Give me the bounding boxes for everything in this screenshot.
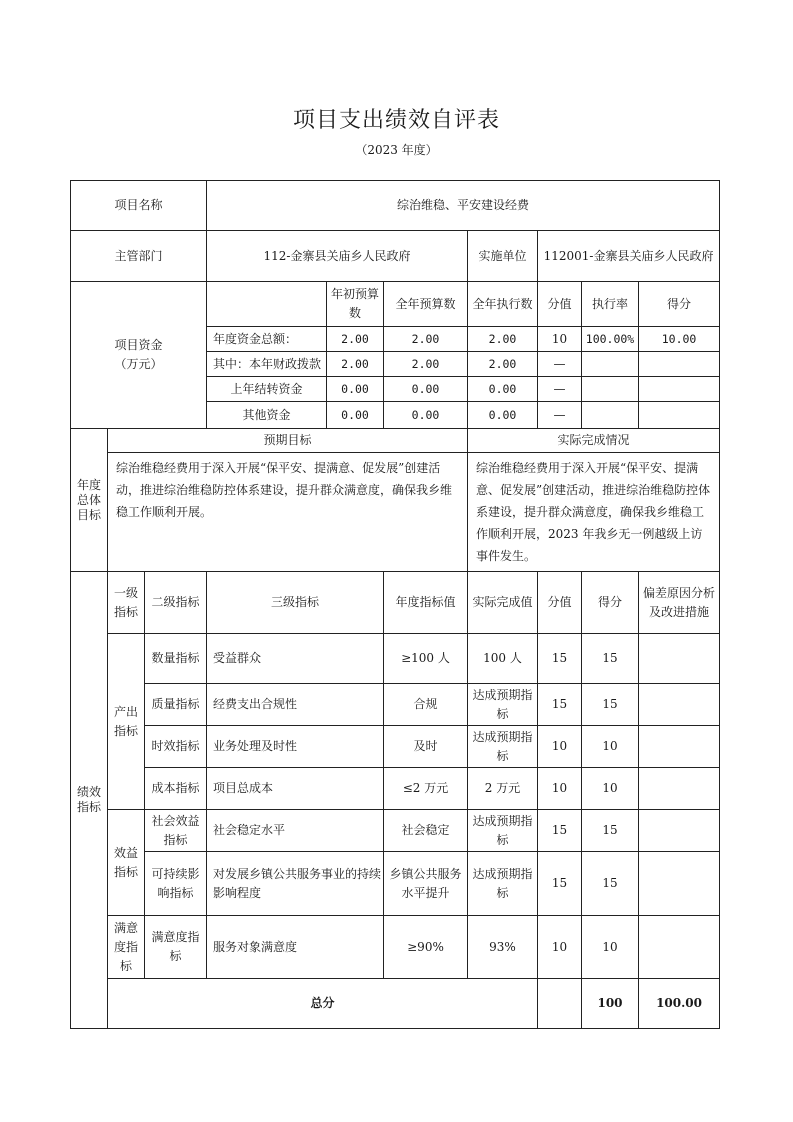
perf-level3: 受益群众 <box>207 634 384 684</box>
perf-header-row <box>71 572 720 634</box>
total-score: 100 <box>582 979 639 1029</box>
perf-row <box>71 810 720 852</box>
funds-header-got: 得分 <box>639 282 720 327</box>
funds-cell: 0.00 <box>468 377 538 402</box>
page-title: 项目支出绩效自评表 <box>292 108 500 133</box>
perf-actual: 100 人 <box>468 634 538 684</box>
perf-got: 10 <box>582 916 639 979</box>
perf-target: 及时 <box>384 726 468 768</box>
evaluation-table <box>70 180 720 1029</box>
perf-row <box>71 726 720 768</box>
goals-header-row <box>71 429 720 453</box>
total-blank <box>538 979 582 1029</box>
funds-cell <box>582 377 639 402</box>
funds-label: 项目资金 <box>114 338 163 352</box>
funds-cell: 2.00 <box>327 352 384 377</box>
perf-target: 合规 <box>384 684 468 726</box>
funds-cell: 10 <box>538 327 582 352</box>
total-row <box>71 979 720 1029</box>
perf-header-level2: 二级指标 <box>145 572 207 634</box>
perf-level2: 可持续影响指标 <box>145 852 207 916</box>
goals-expected-label: 预期目标 <box>108 429 468 453</box>
funds-cell <box>582 352 639 377</box>
perf-actual: 2 万元 <box>468 768 538 810</box>
funds-cell: 100.00% <box>582 327 639 352</box>
perf-header-target: 年度指标值 <box>384 572 468 634</box>
perf-got: 15 <box>582 852 639 916</box>
funds-cell: 0.00 <box>384 377 468 402</box>
perf-score: 15 <box>538 684 582 726</box>
page-subtitle: （2023 年度） <box>355 143 438 157</box>
perf-level3: 经费支出合规性 <box>207 684 384 726</box>
perf-row <box>71 634 720 684</box>
department-row <box>71 231 720 282</box>
perf-level2: 社会效益指标 <box>145 810 207 852</box>
funds-cell <box>639 352 720 377</box>
funds-cell: 0.00 <box>384 402 468 429</box>
perf-score: 10 <box>538 768 582 810</box>
funds-row-label: 上年结转资金 <box>207 377 327 402</box>
funds-cell: — <box>538 402 582 429</box>
project-name-label: 项目名称 <box>71 181 207 231</box>
perf-note <box>639 916 720 979</box>
funds-cell: 10.00 <box>639 327 720 352</box>
perf-score: 15 <box>538 634 582 684</box>
perf-row <box>71 768 720 810</box>
perf-target: 社会稳定 <box>384 810 468 852</box>
project-name-value: 综治维稳、平安建设经费 <box>207 181 720 231</box>
perf-target: ≤2 万元 <box>384 768 468 810</box>
department-label: 主管部门 <box>71 231 207 282</box>
perf-level2: 时效指标 <box>145 726 207 768</box>
funds-header-row <box>71 282 720 327</box>
funds-unit: （万元） <box>114 357 163 371</box>
perf-level2: 数量指标 <box>145 634 207 684</box>
funds-header-executed: 全年执行数 <box>468 282 538 327</box>
goals-actual-text: 综治维稳经费用于深入开展“保平安、提满意、促发展”创建活动，推进综治维稳防控体系建设，提升群众满意度，确保我乡维稳工作顺利开展，2023 年我乡无一例越级上访事件发生。 <box>468 453 720 572</box>
perf-header-got: 得分 <box>582 572 639 634</box>
perf-got: 10 <box>582 768 639 810</box>
perf-got: 15 <box>582 634 639 684</box>
perf-group-label: 产出指标 <box>108 634 145 810</box>
goals-actual-label: 实际完成情况 <box>468 429 720 453</box>
funds-cell: 2.00 <box>384 327 468 352</box>
perf-level3: 服务对象满意度 <box>207 916 384 979</box>
perf-group-label: 满意度指标 <box>108 916 145 979</box>
perf-score: 15 <box>538 852 582 916</box>
funds-header-annual-budget: 全年预算数 <box>384 282 468 327</box>
funds-header-initial-budget: 年初预算数 <box>327 282 384 327</box>
funds-cell: 2.00 <box>468 352 538 377</box>
perf-group-label: 效益指标 <box>108 810 145 916</box>
perf-actual: 达成预期指标 <box>468 852 538 916</box>
funds-cell: 0.00 <box>468 402 538 429</box>
funds-cell: 2.00 <box>468 327 538 352</box>
perf-level3: 社会稳定水平 <box>207 810 384 852</box>
funds-cell: 2.00 <box>384 352 468 377</box>
perf-header-score: 分值 <box>538 572 582 634</box>
perf-level2: 满意度指标 <box>145 916 207 979</box>
funds-cell <box>639 377 720 402</box>
funds-header-rate: 执行率 <box>582 282 639 327</box>
perf-row <box>71 852 720 916</box>
perf-header-level3: 三级指标 <box>207 572 384 634</box>
perf-note <box>639 810 720 852</box>
perf-section-label: 绩效指标 <box>71 572 108 1029</box>
perf-header-level1: 一级指标 <box>108 572 145 634</box>
total-got: 100.00 <box>639 979 720 1029</box>
perf-row <box>71 684 720 726</box>
perf-level2: 质量指标 <box>145 684 207 726</box>
perf-score: 15 <box>538 810 582 852</box>
goals-expected-text: 综治维稳经费用于深入开展“保平安、提满意、促发展”创建活动，推进综治维稳防控体系建设，提升群众满意度，确保我乡维稳工作顺利开展。 <box>108 453 468 572</box>
goals-content-row <box>71 453 720 572</box>
perf-actual: 达成预期指标 <box>468 726 538 768</box>
perf-score: 10 <box>538 916 582 979</box>
total-label: 总分 <box>108 979 538 1029</box>
perf-target: 乡镇公共服务水平提升 <box>384 852 468 916</box>
perf-level3: 对发展乡镇公共服务事业的持续影响程度 <box>207 852 384 916</box>
funds-cell <box>639 402 720 429</box>
funds-cell: — <box>538 352 582 377</box>
perf-note <box>639 852 720 916</box>
perf-target: ≥100 人 <box>384 634 468 684</box>
perf-got: 15 <box>582 810 639 852</box>
perf-note <box>639 726 720 768</box>
perf-actual: 达成预期指标 <box>468 810 538 852</box>
perf-actual: 达成预期指标 <box>468 684 538 726</box>
perf-note <box>639 768 720 810</box>
perf-level3: 项目总成本 <box>207 768 384 810</box>
perf-got: 15 <box>582 684 639 726</box>
implementing-unit-value: 112001-金寨县关庙乡人民政府 <box>538 231 720 282</box>
perf-header-actual: 实际完成值 <box>468 572 538 634</box>
funds-header-score: 分值 <box>538 282 582 327</box>
funds-header-blank <box>207 282 327 327</box>
funds-cell: — <box>538 377 582 402</box>
perf-level2: 成本指标 <box>145 768 207 810</box>
goals-section-label: 年度总体目标 <box>71 429 108 572</box>
department-value: 112-金寨县关庙乡人民政府 <box>207 231 468 282</box>
funds-cell <box>582 402 639 429</box>
funds-section-label <box>71 282 207 429</box>
funds-row-label: 年度资金总额： <box>207 327 327 352</box>
funds-cell: 0.00 <box>327 377 384 402</box>
perf-actual: 93% <box>468 916 538 979</box>
funds-cell: 2.00 <box>327 327 384 352</box>
perf-level3: 业务处理及时性 <box>207 726 384 768</box>
project-name-row <box>71 181 720 231</box>
funds-row-label: 其他资金 <box>207 402 327 429</box>
perf-note <box>639 684 720 726</box>
perf-got: 10 <box>582 726 639 768</box>
perf-note <box>639 634 720 684</box>
implementing-unit-label: 实施单位 <box>468 231 538 282</box>
perf-header-note: 偏差原因分析及改进措施 <box>639 572 720 634</box>
perf-score: 10 <box>538 726 582 768</box>
perf-target: ≥90% <box>384 916 468 979</box>
funds-row-label: 其中：本年财政拨款 <box>207 352 327 377</box>
perf-row <box>71 916 720 979</box>
funds-cell: 0.00 <box>327 402 384 429</box>
